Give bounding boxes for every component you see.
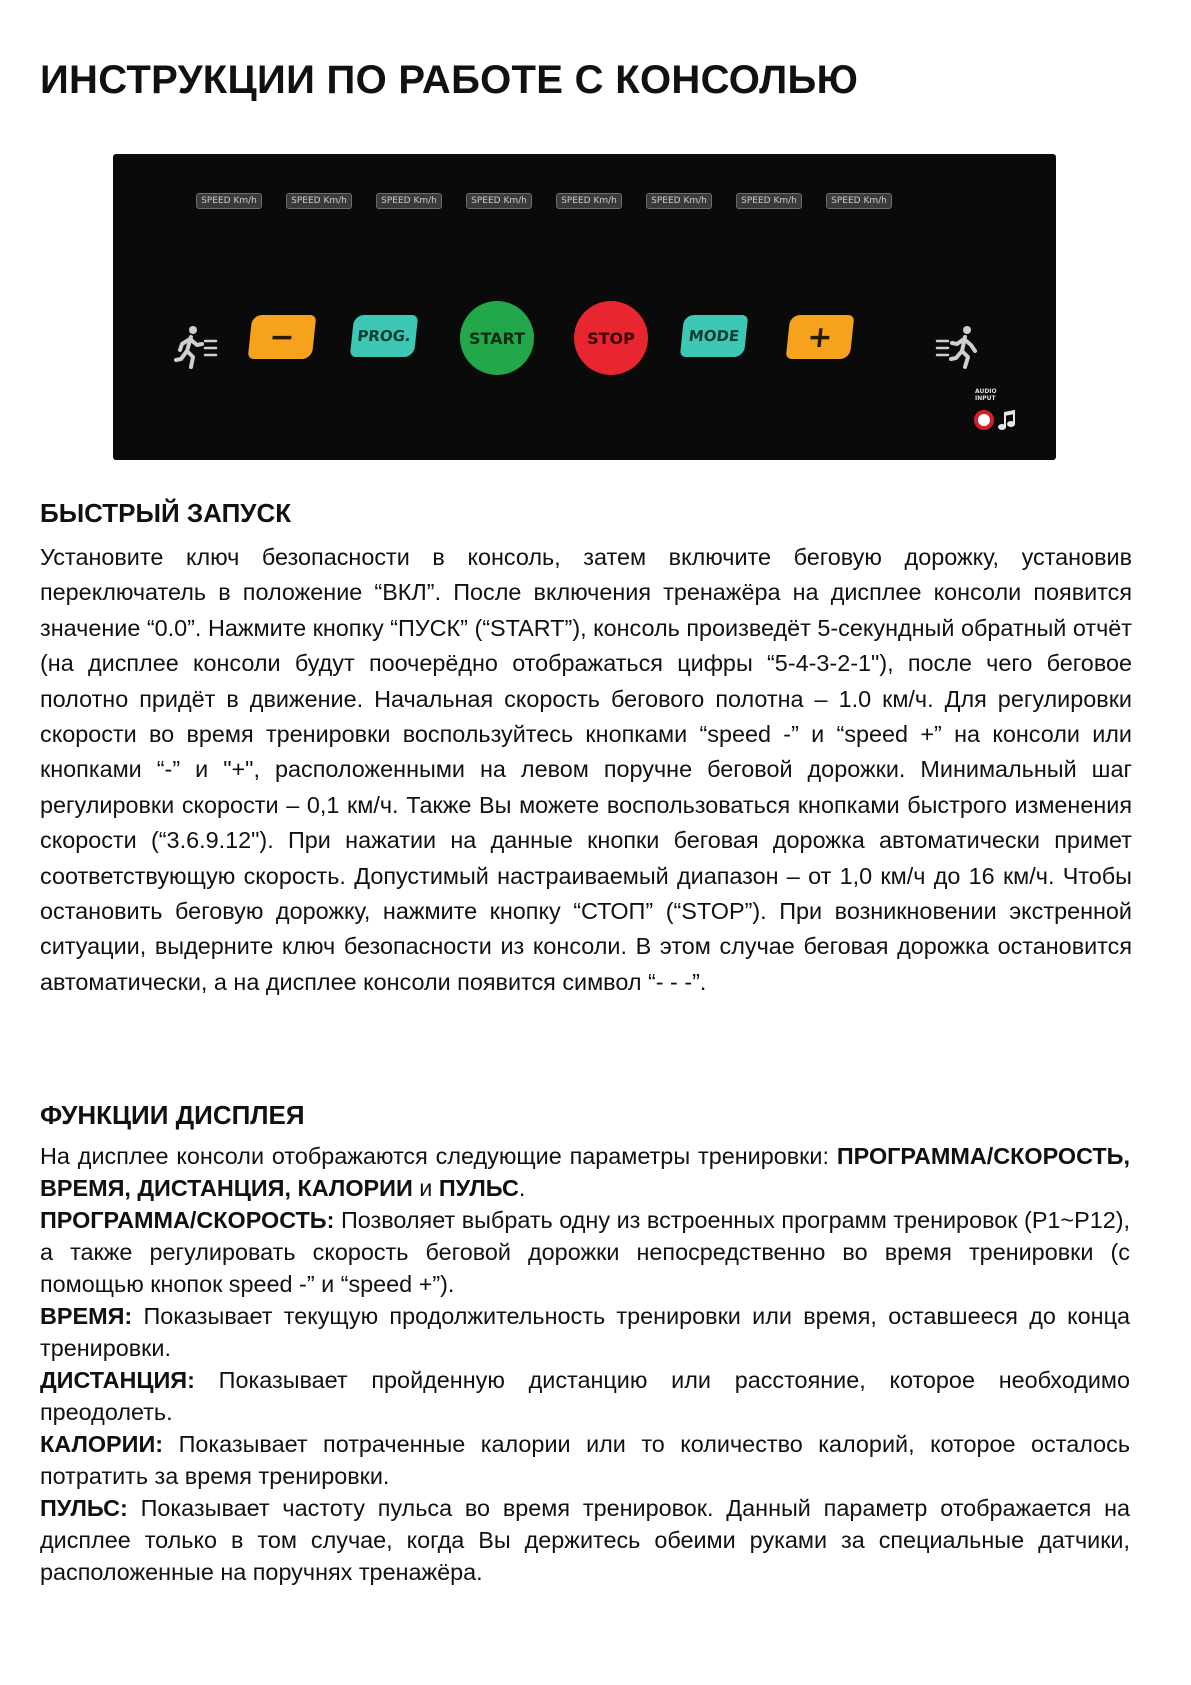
speed-preset-button[interactable]: SPEED Km/h xyxy=(466,193,532,209)
display-item: ПРОГРАММА/СКОРОСТЬ: Позволяет выбрать одну из встроенных программ тренировок (P1~P12), а также регулировать скорость беговой дорожки непосредственно во время тренировки (с помощью кнопок speed -” и “speed +”). xyxy=(40,1207,1130,1297)
stop-button[interactable]: STOP xyxy=(574,301,648,375)
display-item: КАЛОРИИ: Показывает потраченные калории или то количество калорий, которое осталось потратить за время тренировки. xyxy=(40,1431,1131,1489)
prog-button[interactable]: PROG. xyxy=(350,315,418,357)
speed-minus-button[interactable]: − xyxy=(248,315,317,359)
display-item: ДИСТАНЦИЯ: Показывает пройденную дистанцию или расстояние, которое необходимо преодолеть. xyxy=(40,1367,1130,1425)
slow-runner-icon xyxy=(173,324,219,370)
fast-runner-icon xyxy=(935,324,981,370)
quick-start-text: Установите ключ безопасности в консоль, затем включите беговую дорожку, установив переключатель в положение “ВКЛ”. После включения тренажёра на дисплее консоли появится значение “0.0”. Нажмите кнопку “ПУСК” (“START”), консоль произведёт 5-секундный обратный отчёт (на дисплее консоли будут поочерёдно отображаться цифры “5-4-3-2-1"), после чего беговое полотно придёт в движение. Начальная скорость бегового полотна – 1.0 км/ч. Для регулировки скорости во время тренировки воспользуйтесь кнопками “speed -” и “speed +” на консоли или кнопками “-” и "+", расположенными на левом поручне беговой дорожки. Минимальный шаг регулировки скорости – 0,1 км/ч. Также Вы можете воспользоваться кнопками быстрого изменения скорости (“3.6.9.12"). При нажатии на данные кнопки беговая дорожка автоматически примет соответствующую скорость. Допустимый настраиваемый диапазон – от 1,0 км/ч до 16 км/ч. Чтобы остановить беговую дорожку, нажмите кнопку “СТОП” (“STOP”). При возникновении экстренной ситуации, выдерните ключ безопасности из консоли. В этом случае беговая дорожка остановится автоматически, а на дисплее консоли появится символ “- - -”. xyxy=(40,544,1132,995)
mode-button[interactable]: MODE xyxy=(680,315,748,357)
display-functions-heading: ФУНКЦИИ ДИСПЛЕЯ xyxy=(40,1100,305,1130)
music-note-icon xyxy=(996,409,1018,433)
speed-preset-button[interactable]: SPEED Km/h xyxy=(736,193,802,209)
console-panel xyxy=(113,154,1056,460)
start-button[interactable]: START xyxy=(460,301,534,375)
display-intro: На дисплее консоли отображаются следующие параметры тренировки: ПРОГРАММА/СКОРОСТЬ, ВРЕМЯ, ДИСТАНЦИЯ, КАЛОРИИ и ПУЛЬС. xyxy=(40,1143,1130,1201)
speed-plus-button[interactable]: + xyxy=(786,315,855,359)
speed-preset-button[interactable]: SPEED Km/h xyxy=(556,193,622,209)
audio-input-label: AUDIO INPUT xyxy=(975,388,997,402)
display-functions-text xyxy=(40,1140,1130,1588)
display-item: ПУЛЬС: Показывает частоту пульса во время тренировок. Данный параметр отображается на дисплее только в том случае, когда Вы держитесь обеими руками за специальные датчики, расположенные на поручнях тренажёра. xyxy=(40,1495,1130,1585)
page-title: ИНСТРУКЦИИ ПО РАБОТЕ С КОНСОЛЬЮ xyxy=(40,58,859,102)
quick-start-heading: БЫСТРЫЙ ЗАПУСК xyxy=(40,498,292,528)
audio-jack[interactable] xyxy=(974,410,994,430)
display-item: ВРЕМЯ: Показывает текущую продолжительность тренировки или время, оставшееся до конца тренировки. xyxy=(40,1303,1131,1361)
speed-preset-button[interactable]: SPEED Km/h xyxy=(196,193,262,209)
speed-preset-button[interactable]: SPEED Km/h xyxy=(376,193,442,209)
speed-preset-button[interactable]: SPEED Km/h xyxy=(646,193,712,209)
speed-preset-button[interactable]: SPEED Km/h xyxy=(826,193,892,209)
speed-preset-button[interactable]: SPEED Km/h xyxy=(286,193,352,209)
